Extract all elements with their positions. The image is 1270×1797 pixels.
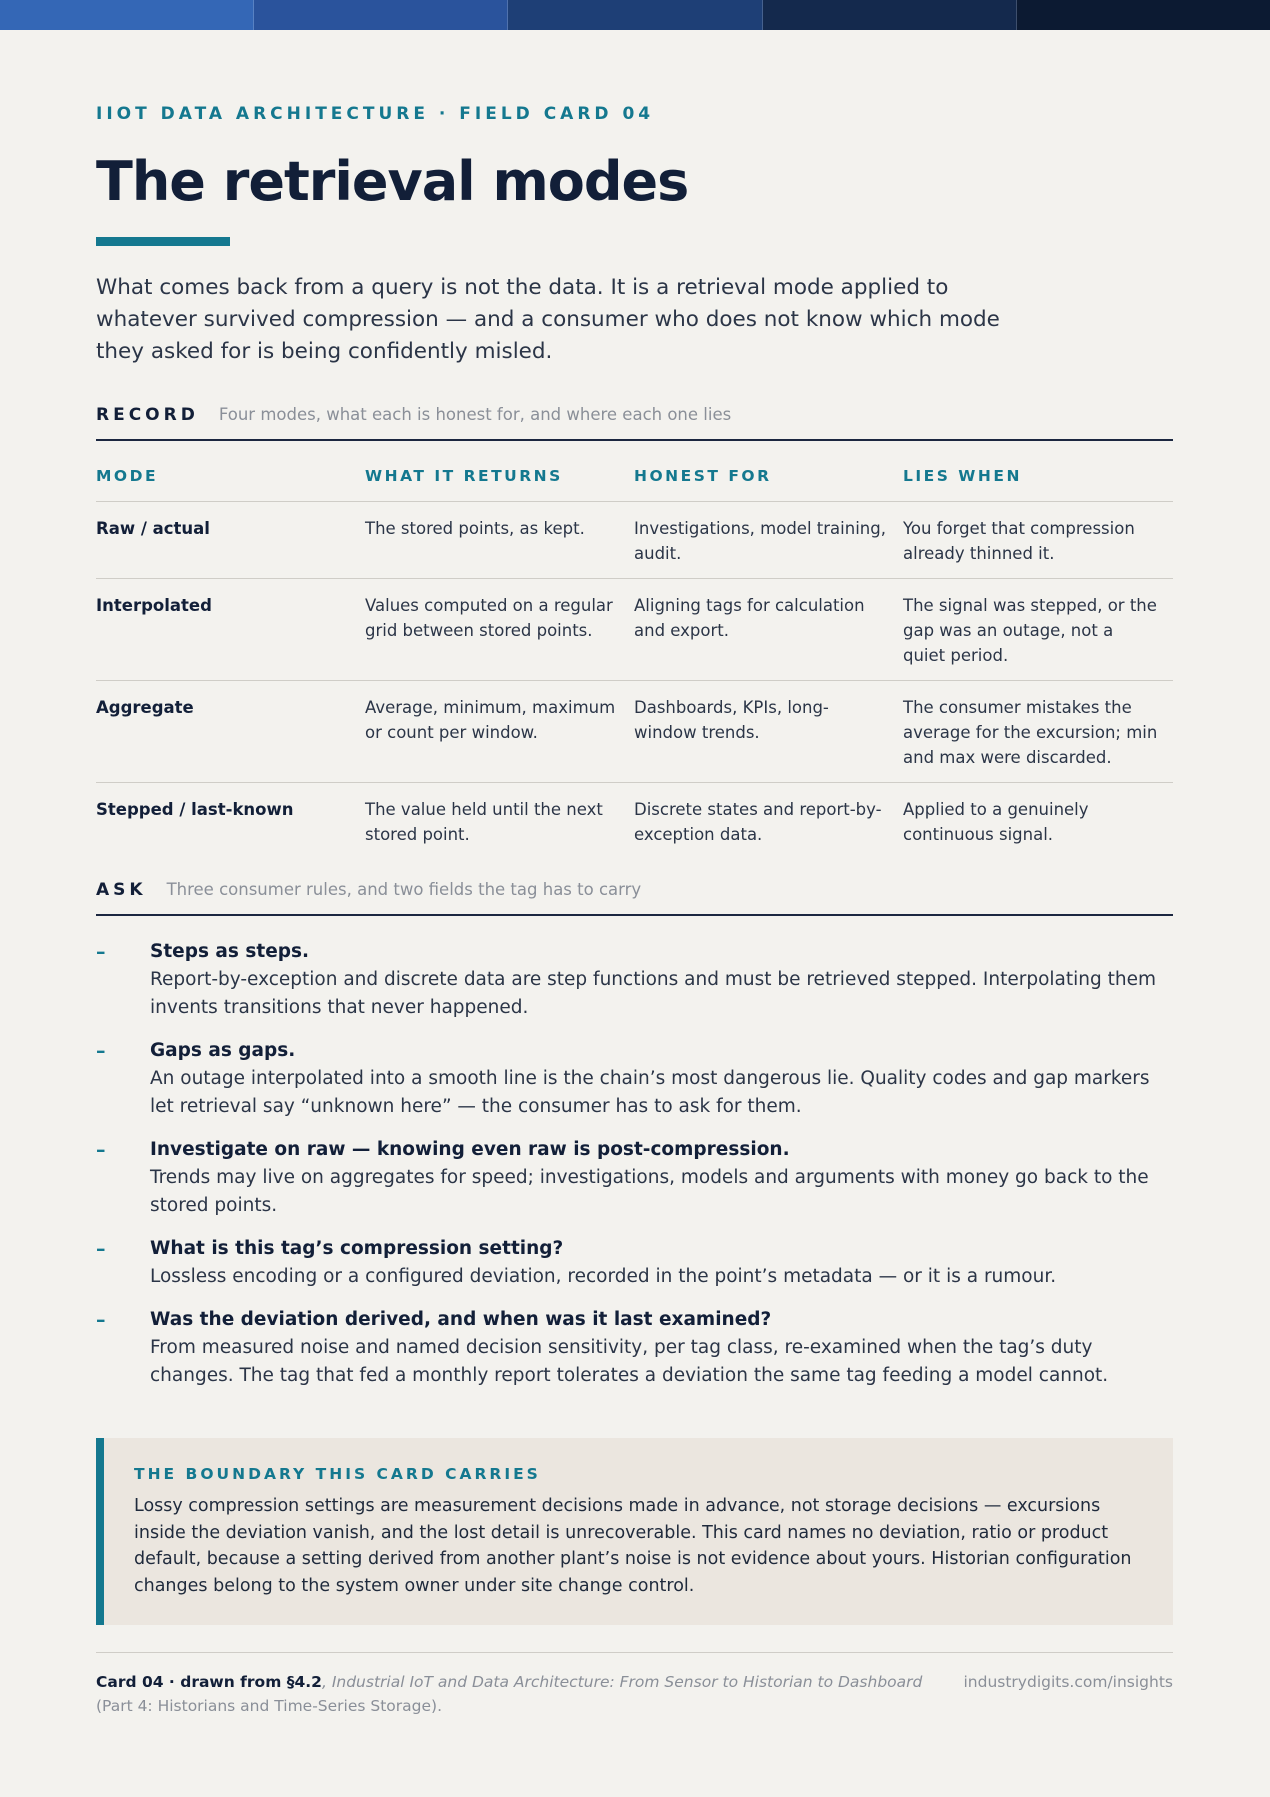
mode-cell: Aggregate [96, 698, 194, 717]
dash-marker: – [96, 1040, 106, 1062]
dash-marker: – [96, 1139, 106, 1161]
title-underline [96, 237, 230, 246]
color-bar-segment [763, 0, 1017, 30]
callout-text: Lossy compression settings are measurement decisions made in advance, not storage decisions — excursions inside the deviation vanish, and the lost detail is unrecoverable. This card names no deviation, ratio or product default, because a setting derived from another plant’s noise is not evidence about yours. Historian configuration changes belong to the system owner under site change control. [134, 1496, 1132, 1596]
returns-cell: The value held until the next stored point. [365, 800, 603, 844]
lies-cell: The consumer mistakes the average for the excursion; min and max were discarded. [903, 698, 1158, 767]
color-bar-segment [508, 0, 762, 30]
color-bar-segment [1017, 0, 1270, 30]
list-item [96, 1136, 1173, 1220]
eyebrow: IIOT DATA ARCHITECTURE · FIELD CARD 04 [96, 104, 655, 124]
ask-text: Report-by-exception and discrete data are step functions and must be retrieved stepped. Interpolating them invents transitions that never happened. [150, 969, 1157, 1018]
book-part: (Part 4: Historians and Time-Series Storage). [96, 1697, 443, 1715]
ask-heading: Gaps as gaps. [150, 1040, 296, 1061]
ask-text: An outage interpolated into a smooth line is the chain’s most dangerous lie. Quality codes and gap markers let retrieval say “unknown here” — the consumer has to ask for them. [150, 1068, 1150, 1117]
page-title: The retrieval modes [96, 150, 689, 213]
color-bar-segment [254, 0, 508, 30]
table-row [96, 502, 1173, 579]
dash-marker: – [96, 1238, 106, 1260]
ask-list [96, 938, 1173, 1405]
footer-link[interactable]: industrydigits.com/insights [963, 1673, 1173, 1691]
card-reference: Card 04 · drawn from §4.2 [96, 1673, 322, 1691]
footer [96, 1670, 1173, 1718]
ask-heading: Investigate on raw — knowing even raw is post-compression. [150, 1139, 790, 1160]
table-header [96, 450, 1173, 502]
returns-cell: Average, minimum, maximum or count per window. [365, 698, 616, 742]
dash-marker: – [96, 1309, 106, 1331]
table-row [96, 681, 1173, 783]
record-section-header [96, 405, 1173, 441]
column-header-lies: LIES WHEN [903, 466, 1022, 485]
dash-marker: – [96, 941, 106, 963]
boundary-callout [96, 1438, 1173, 1625]
column-header-returns: WHAT IT RETURNS [365, 466, 563, 485]
table-row [96, 783, 1173, 859]
lies-cell: The signal was stepped, or the gap was an outage, not a quiet period. [903, 596, 1157, 665]
intro-paragraph: What comes back from a query is not the data. It is a retrieval mode applied to whatever survived compression — and a consumer who does not know which mode they asked for is being confidently misled. [96, 275, 1000, 364]
ask-kicker: ASK [96, 880, 147, 900]
callout-heading: THE BOUNDARY THIS CARD CARRIES [134, 1465, 541, 1483]
record-kicker: RECORD [96, 405, 199, 425]
book-title: , Industrial IoT and Data Architecture: From Sensor to Historian to Dashboard [321, 1673, 923, 1691]
column-header-honest: HONEST FOR [634, 466, 772, 485]
table-row [96, 579, 1173, 681]
lies-cell: You forget that compression already thinned it. [903, 519, 1135, 563]
mode-cell: Interpolated [96, 596, 212, 615]
record-subtitle: Four modes, what each is honest for, and where each one lies [218, 405, 732, 424]
returns-cell: The stored points, as kept. [365, 519, 585, 538]
mode-cell: Raw / actual [96, 519, 210, 538]
ask-heading: What is this tag’s compression setting? [150, 1238, 564, 1259]
honest-cell: Dashboards, KPIs, long-window trends. [634, 698, 829, 742]
honest-cell: Discrete states and report-by-exception data. [634, 800, 882, 844]
ask-text: From measured noise and named decision sensitivity, per tag class, re-examined when the tag’s duty changes. The tag that fed a monthly report tolerates a deviation the same tag feeding a model cannot. [150, 1337, 1109, 1386]
honest-cell: Aligning tags for calculation and export. [634, 596, 865, 640]
footer-citation [96, 1670, 936, 1718]
ask-subtitle: Three consumer rules, and two fields the tag has to carry [166, 880, 642, 899]
ask-heading: Was the deviation derived, and when was it last examined? [150, 1309, 772, 1330]
list-item [96, 1306, 1173, 1390]
returns-cell: Values computed on a regular grid between stored points. [365, 596, 613, 640]
color-bar-segment [0, 0, 254, 30]
mode-cell: Stepped / last-known [96, 800, 294, 819]
modes-table [96, 450, 1173, 859]
ask-section-header [96, 880, 1173, 916]
ask-heading: Steps as steps. [150, 941, 310, 962]
list-item [96, 1037, 1173, 1121]
footer-divider [96, 1652, 1173, 1653]
ask-text: Trends may live on aggregates for speed; investigations, models and arguments with money go back to the stored points. [150, 1167, 1149, 1216]
honest-cell: Investigations, model training, audit. [634, 519, 886, 563]
lies-cell: Applied to a genuinely continuous signal. [903, 800, 1089, 844]
ask-text: Lossless encoding or a configured deviation, recorded in the point’s metadata — or it is a rumour. [150, 1266, 1057, 1287]
list-item [96, 1235, 1173, 1291]
top-color-bar [0, 0, 1270, 30]
list-item [96, 938, 1173, 1022]
column-header-mode: MODE [96, 466, 159, 485]
